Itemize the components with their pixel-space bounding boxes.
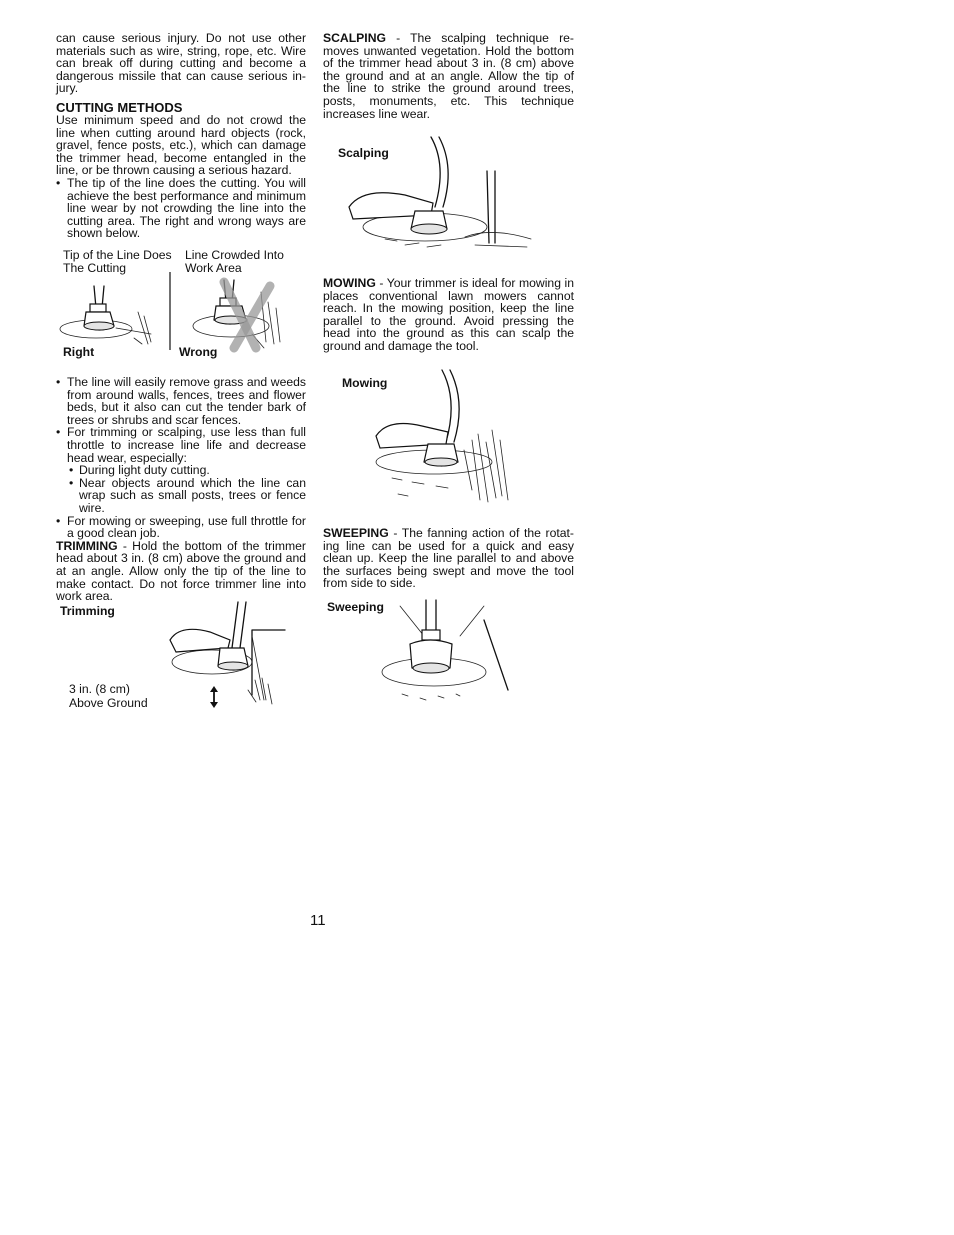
figure-trimming-height-1: 3 in. (8 cm)	[69, 682, 130, 696]
mowing-illustration	[372, 370, 522, 515]
trimming-illustration	[160, 600, 290, 710]
figure-wrong-caption: Line Crowded Into Work Area	[185, 248, 284, 275]
trimming-term: TRIMMING	[56, 538, 118, 553]
trimming-paragraph	[56, 540, 306, 603]
usage-bullet-list	[56, 376, 306, 540]
mowing-text: - Your trimmer is ideal for mowing in places conventional lawn mowers cannot reach. In the mowing position, keep the line parallel to the ground. Avoid pressing the head into the ground as this can scalp the ground and damage the tool.	[323, 276, 574, 353]
figure-mowing-label: Mowing	[342, 376, 388, 390]
figure-trimming-height-2: Above Ground	[69, 696, 148, 710]
bullet-throttle-item	[56, 426, 306, 514]
figure-trimming-label: Trimming	[60, 604, 115, 618]
cutting-methods-paragraph: Use minimum speed and do not crowd the line when cutting around hard objects (rock, gravel, fence posts, etc.), which can damage the trimmer head, become entangled in the line, or be thrown causing a serious hazard.	[56, 112, 306, 178]
mowing-term: MOWING	[323, 276, 376, 290]
left-column	[56, 32, 306, 240]
scalping-illustration	[345, 135, 545, 260]
scalping-term: SCALPING	[323, 31, 386, 45]
sweeping-illustration	[380, 600, 520, 710]
figure-sweeping-label: Sweeping	[327, 600, 384, 614]
sub-bullet-objects: • Near objects around which the line can wrap such as small posts, trees or fence wire.	[67, 477, 306, 515]
page-number: 11	[310, 912, 326, 929]
scalping-paragraph	[323, 32, 574, 120]
tip-bullet-list	[56, 177, 306, 240]
right-column	[323, 32, 574, 120]
trimming-text: - Hold the bottom of the trimmer head about 3 in. (8 cm) above the ground and at an angle. Allow only the tip of the line to make contact. Do not force trimmer line into work area.	[56, 538, 306, 604]
intro-paragraph: can cause serious injury. Do not use other materials such as wire, string, rope, etc. Wire can break off during cutting and become a dangerous missile that can cause serious in-jury.	[56, 31, 306, 96]
figure-right-label: Right	[63, 345, 95, 359]
bullet-tip: • The tip of the line does the cutting. You will achieve the best performance and minimum line wear by not crowding the line into the cutting area. The right and wrong ways are shown below.	[56, 177, 306, 240]
left-column-lower	[56, 376, 306, 603]
sweeping-term: SWEEPING	[323, 526, 389, 540]
right-trimmer-drawing	[60, 286, 151, 344]
right-wrong-illustration	[56, 272, 306, 357]
bullet-mowing: • For mowing or sweeping, use full throttle for a good clean job.	[56, 515, 306, 540]
figure-scalping-label: Scalping	[338, 146, 389, 160]
sweeping-text: - The fanning action of the rotat-ing line can be used for a quick and easy clean up. Keep the line parallel to and above the surfaces being swept and move the tool from side to side.	[323, 526, 574, 591]
sweeping-paragraph	[323, 527, 574, 590]
figure-wrong-label: Wrong	[179, 345, 218, 359]
throttle-sub-list	[67, 464, 306, 514]
bullet-walls: • The line will easily remove grass and weeds from around walls, fences, trees and flower beds, but it also can cut the tender bark of trees or shrubs and scar fences.	[56, 376, 306, 426]
mowing-paragraph	[323, 277, 574, 353]
mowing-block	[323, 277, 574, 353]
scalping-text: - The scalping technique re-moves unwanted vegetation. Hold the bottom of the trimmer head about 3 in. (8 cm) above the ground and at an angle. Allow the tip of the line to strike the ground around trees, posts, monuments, etc. This technique increases line wear.	[323, 31, 574, 121]
sweeping-block	[323, 527, 574, 590]
figure-right-caption: Tip of the Line Does The Cutting	[63, 248, 172, 275]
bullet-throttle: For trimming or scalping, use less than full throttle to increase line life and decrease head wear, especially:	[67, 425, 306, 465]
cutting-methods-heading: CUTTING METHODS	[56, 99, 183, 115]
sub-bullet-light: • During light duty cutting.	[67, 464, 306, 477]
